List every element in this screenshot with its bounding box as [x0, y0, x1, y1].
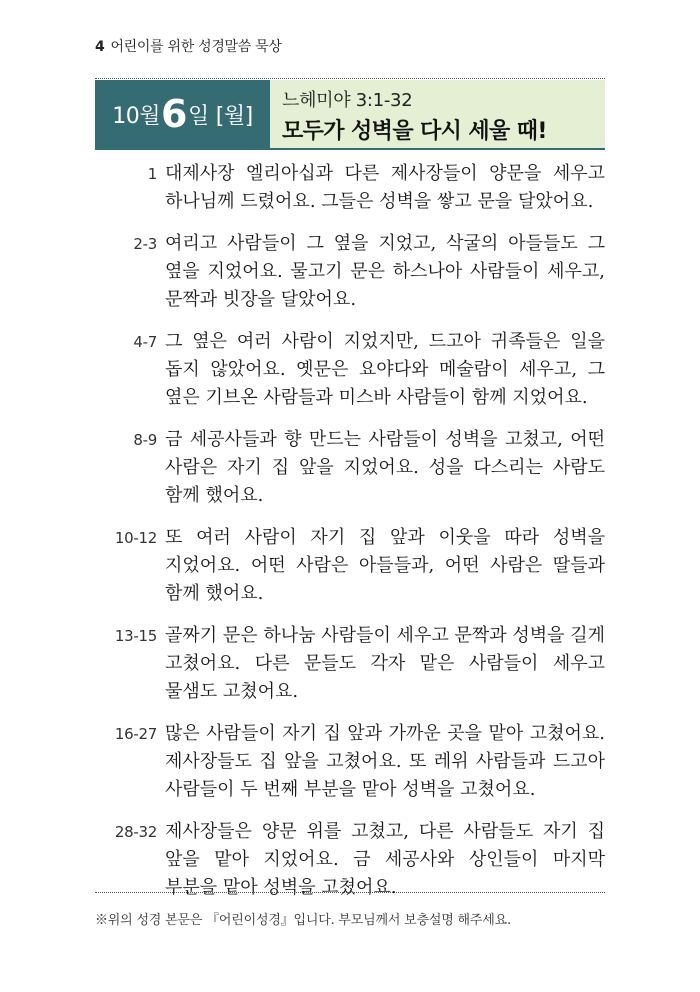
date-weekday: [월]: [215, 103, 253, 129]
verse-text: 골짜기 문은 하나눔 사람들이 세우고 문짝과 성벽을 길게 고쳤어요. 다른 문들도 각자 맡은 사람들이 세우고 물샘도 고쳤어요.: [165, 625, 605, 702]
date-day: 6: [161, 92, 187, 136]
header-bottom-rule: [95, 148, 605, 150]
verse-number: 10-12: [114, 529, 157, 547]
verse-number: 8-9: [133, 431, 157, 449]
verse-item: [95, 818, 605, 902]
verse-item: [95, 230, 605, 314]
date-box: [95, 80, 270, 148]
header-top-rule: [95, 78, 605, 79]
date-month: 10월: [112, 103, 161, 129]
verse-item: [95, 426, 605, 510]
verse-text: 그 옆은 여러 사람이 지었지만, 드고아 귀족들은 일을 돕지 않았어요. 옛문은 요야다와 메술람이 세우고, 그 옆은 기브온 사람들과 미스바 사람들이 함께 지었어요.: [165, 331, 605, 408]
title-box: [270, 80, 605, 148]
verse-text: 대제사장 엘리아십과 다른 제사장들이 양문을 세우고 하나님께 드렸어요. 그들은 성벽을 쌓고 문을 달았어요.: [165, 163, 605, 212]
verse-number: 28-32: [114, 823, 157, 841]
verse-text: 여리고 사람들이 그 옆을 지었고, 삭굴의 아들들도 그 옆을 지었어요. 물고기 문은 하스나아 사람들이 세우고, 문짝과 빗장을 달았어요.: [165, 233, 605, 310]
date-day-unit: 일: [188, 103, 209, 129]
devotion-title: 모두가 성벽을 다시 세울 때!: [282, 119, 547, 144]
running-head: [95, 36, 282, 56]
verse-item: [95, 720, 605, 804]
verse-text: 금 세공사들과 향 만드는 사람들이 성벽을 고쳤고, 어떤 사람은 자기 집 앞을 지었어요. 성을 다스리는 사람도 함께 했어요.: [165, 429, 605, 506]
devotion-header: [95, 80, 605, 148]
verse-number: 2-3: [133, 235, 157, 253]
book-title: 어린이를 위한 성경말씀 묵상: [110, 39, 282, 55]
verse-item: [95, 328, 605, 412]
verse-item: [95, 622, 605, 706]
footnote-rule: [95, 892, 605, 893]
verse-list: [95, 160, 605, 916]
verse-number: 4-7: [133, 333, 157, 351]
verse-text: 또 여러 사람이 자기 집 앞과 이웃을 따라 성벽을 지었어요. 어떤 사람은 아들들과, 어떤 사람은 딸들과 함께 했어요.: [165, 527, 605, 604]
page-number: 4: [95, 39, 105, 55]
scripture-reference: 느헤미야 3:1-32: [282, 90, 413, 111]
verse-number: 16-27: [114, 725, 157, 743]
verse-item: [95, 160, 605, 216]
footnote: ※위의 성경 본문은 『어린이성경』입니다. 부모님께서 보충설명 해주세요.: [95, 913, 511, 928]
verse-number: 1: [147, 165, 157, 183]
verse-item: [95, 524, 605, 608]
verse-number: 13-15: [114, 627, 157, 645]
verse-text: 제사장들은 양문 위를 고쳤고, 다른 사람들도 자기 집 앞을 맡아 지었어요. 금 세공사와 상인들이 마지막 부분을 맡아 성벽을 고쳤어요.: [165, 821, 605, 898]
verse-text: 많은 사람들이 자기 집 앞과 가까운 곳을 맡아 고쳤어요. 제사장들도 집 앞을 고쳤어요. 또 레위 사람들과 드고아 사람들이 두 번째 부분을 맡아 성벽을 고쳤어요.: [165, 723, 605, 800]
